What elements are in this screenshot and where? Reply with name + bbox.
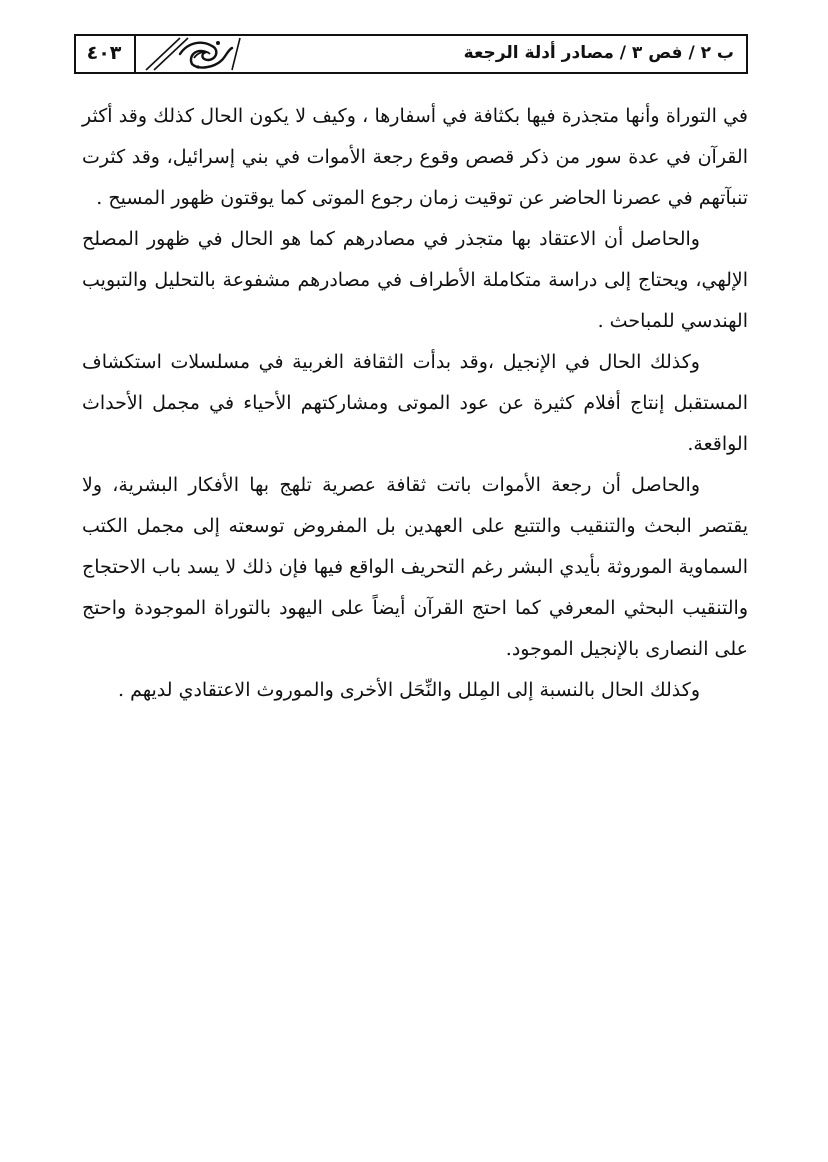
paragraph: والحاصل أن الاعتقاد بها متجذر في مصادرهم كما هو الحال في ظهور المصلح الإلهي، ويحتاج إلى دراسة متكاملة الأطراف في مصادرهم مشفوعة بالتحليل والتبويب الهندسي للمباحث . <box>82 228 748 332</box>
paragraph: وكذلك الحال في الإنجيل ،وقد بدأت الثقافة الغربية في مسلسلات استكشاف المستقبل إنتاج أفلام كثيرة عن عود الموتى ومشاركتهم الأحياء في مجمل الأحداث الواقعة. <box>82 351 748 455</box>
header-ornament-icon <box>136 34 246 74</box>
body-text <box>82 96 748 711</box>
page-number-box <box>74 34 136 74</box>
paragraph: والحاصل أن رجعة الأموات باتت ثقافة عصرية تلهج بها الأفكار البشرية، ولا يقتصر البحث والتنقيب والتتبع على العهدين بل المفروض توسعته إلى مجمل الكتب السماوية الموروثة بأيدي البشر رغم التحريف الواقع فيها فإن ذلك لا يسد باب الاحتجاج والتنقيب البحثي المعرفي كما احتج القرآن أيضاً على اليهود بالتوراة الموجودة واحتج على النصارى بالإنجيل الموجود. <box>82 474 748 660</box>
running-header <box>74 34 748 74</box>
header-title: ب ٢ / فص ٣ / مصادر أدلة الرجعة <box>463 43 734 63</box>
paragraph: وكذلك الحال بالنسبة إلى المِلل والنِّحَل الأخرى والموروث الاعتقادي لديهم . <box>118 679 700 701</box>
page-number: ٤٠٣ <box>86 42 122 64</box>
header-right-border <box>746 34 748 74</box>
paragraph: في التوراة وأنها متجذرة فيها بكثافة في أسفارها ، وكيف لا يكون الحال كذلك وقد أكثر القرآن في عدة سور من ذكر قصص وقوع رجعة الأموات في بني إسرائيل، وقد كثرت تنبآتهم في عصرنا الحاضر عن توقيت زمان رجوع الموتى كما يوقتون ظهور المسيح . <box>82 105 748 209</box>
